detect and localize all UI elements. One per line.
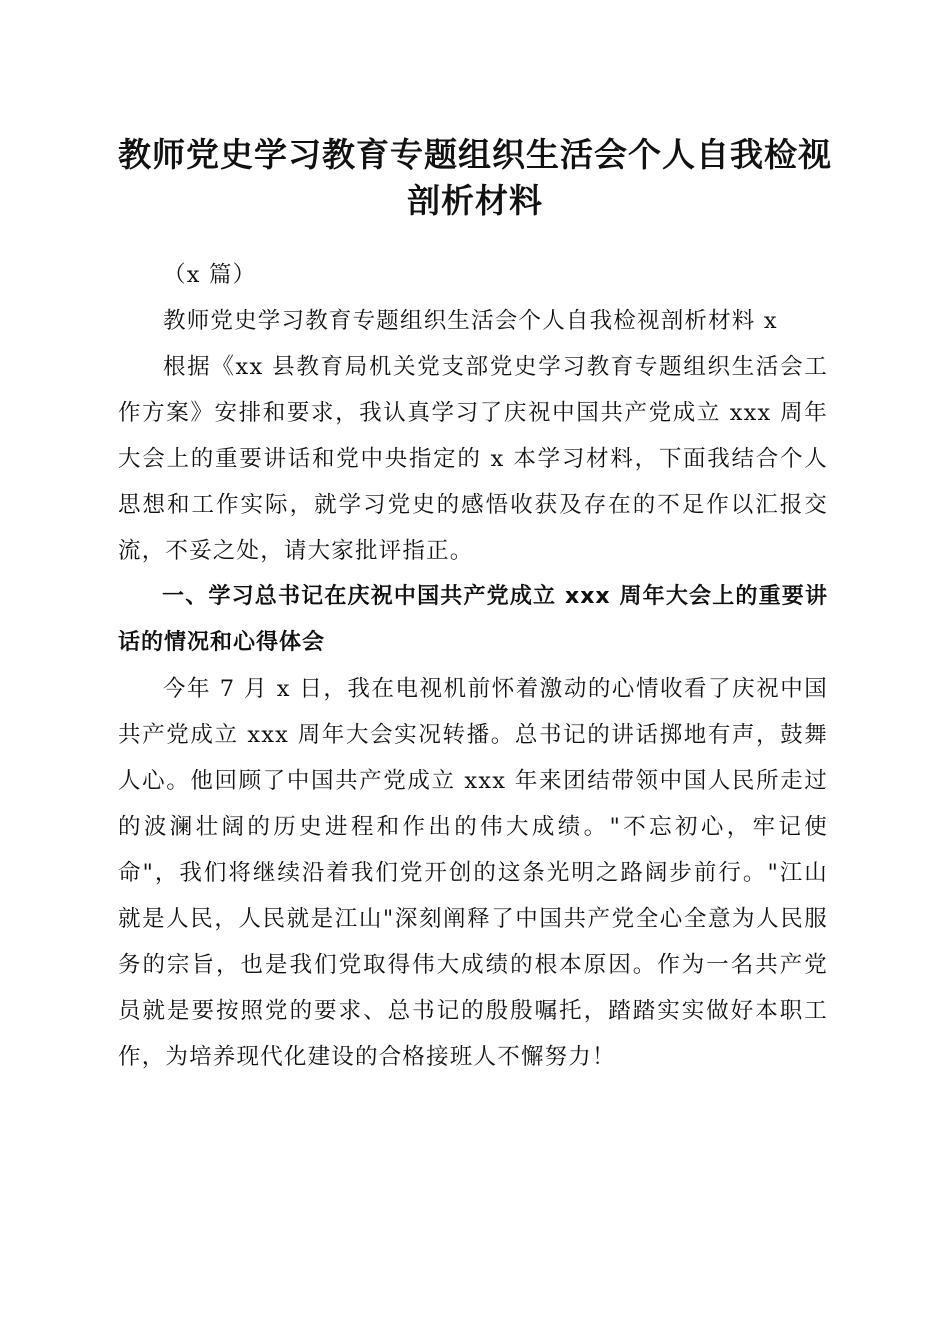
body-paragraph-1: 今年 7 月 x 日，我在电视机前怀着激动的心情收看了庆祝中国共产党成立 xxx 周年大会实况转播。总书记的讲话掷地有声，鼓舞人心。他回顾了中国共产党成立 xxx 年来团结带领中国人民所走过的波澜壮阔的历史进程和作出的伟大成绩。"不忘初心，牢记使命"，我们将继续沿着我们党开创的这条光明之路阔步前行。"江山就是人民，人民就是江山"深刻阐释了中国共产党全心全意为人民服务的宗旨，也是我们党取得伟大成绩的根本原因。作为一名共产党员就是要按照党的要求、总书记的殷殷嘱托，踏踏实实做好本职工作，为培养现代化建设的合格接班人不懈努力！: [118, 676, 828, 1070]
section-count-note: （x 篇）: [163, 262, 257, 288]
document-body: [118, 252, 828, 1080]
section-heading-1: 一、学习总书记在庆祝中国共产党成立 xxx 周年大会上的重要讲话的情况和心得体会: [118, 584, 828, 655]
document-title: 教师党史学习教育专题组织生活会个人自我检视剖析材料: [118, 135, 832, 220]
intro-paragraph: 根据《xx 县教育局机关党支部党史学习教育专题组织生活会工作方案》安排和要求，我认真学习了庆祝中国共产党成立 xxx 周年大会上的重要讲话和党中央指定的 x 本学习材料，下面我结合个人思想和工作实际，就学习党史的感悟收获及存在的不足作以汇报交流，不妥之处，请大家批评指正。: [118, 354, 828, 564]
subtitle-paragraph: 教师党史学习教育专题组织生活会个人自我检视剖析材料 x: [163, 308, 778, 334]
